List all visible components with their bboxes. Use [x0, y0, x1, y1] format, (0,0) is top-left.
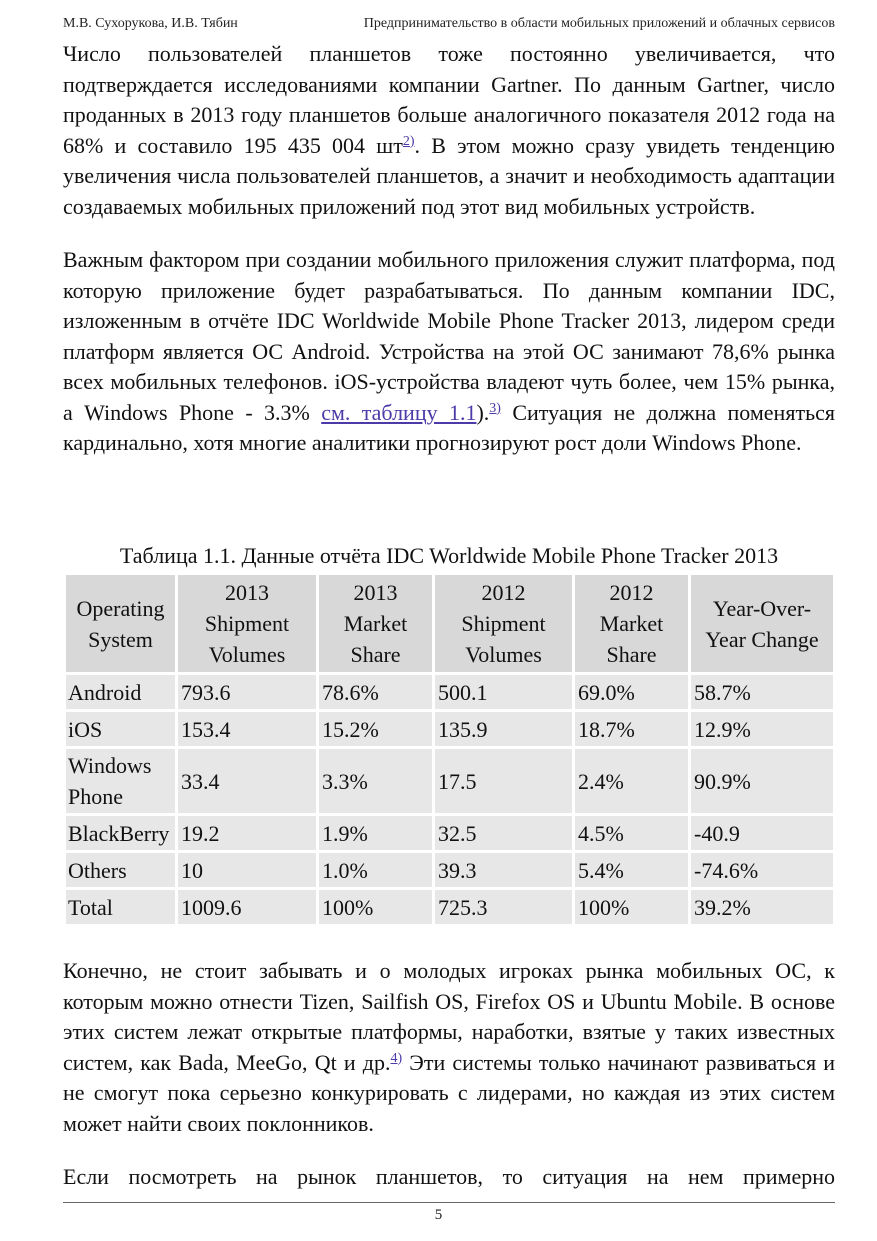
paragraph-new-players: Конечно, не стоит забывать и о молодых игроках рынка мобильных ОС, к которым можно отнести Tizen, Sailfish OS, Firefox OS и Ubuntu Mobile. В основе этих систем лежат открытые платформы, наработки, взятые у таких известных систем, как Bada, MeeGo, Qt и др.$^{4)}$ Эти системы только начинают развиваться и не смогут пока серьезно конкурировать с лидерами, но каждая из этих систем может найти своих поклонников. [63, 958, 835, 1136]
table-cell: iOS [66, 712, 175, 746]
table-cell: 725.3 [435, 890, 572, 924]
table-row [66, 816, 833, 850]
column-header: 2012 Shipment Volumes [435, 575, 572, 672]
column-header: Year-Over-Year Change [691, 575, 833, 672]
footer-divider [63, 1202, 835, 1203]
table-row [66, 853, 833, 887]
table-cell: Windows Phone [66, 749, 175, 813]
table-reference-link[interactable]: см. таблицу 1.1 [321, 399, 477, 425]
table-cell: 100% [575, 890, 688, 924]
market-share-table [63, 572, 836, 927]
lower-body-text [63, 956, 835, 1193]
table-cell: 153.4 [178, 712, 316, 746]
table-cell: 33.4 [178, 749, 316, 813]
table-cell: 18.7% [575, 712, 688, 746]
footnote-link-4[interactable]: 4) [390, 1050, 403, 1066]
table-caption: Таблица 1.1. Данные отчёта IDC Worldwide Mobile Phone Tracker 2013 [119, 543, 779, 568]
table-cell: 1009.6 [178, 890, 316, 924]
header-authors: М.В. Сухорукова, И.В. Тябин [63, 16, 238, 31]
paragraph-tablet-market: Если посмотреть на рынок планшетов, то ситуация на нем примерно [63, 1164, 835, 1189]
footnote-link-2[interactable]: 2) [402, 133, 415, 149]
page-number: 5 [434, 1207, 443, 1223]
table-cell: 10 [178, 853, 316, 887]
table-cell: 3.3% [319, 749, 432, 813]
column-header: 2013 Shipment Volumes [178, 575, 316, 672]
table-cell: 1.0% [319, 853, 432, 887]
table-row-total [66, 890, 833, 924]
table-cell: 32.5 [435, 816, 572, 850]
table-cell: 58.7% [691, 675, 833, 709]
table-cell: -40.9 [691, 816, 833, 850]
table-cell: 5.4% [575, 853, 688, 887]
table-row [66, 712, 833, 746]
table-header-row [66, 575, 833, 672]
table-cell: BlackBerry [66, 816, 175, 850]
footnote-link-3[interactable]: 3) [489, 400, 501, 416]
header-book-title: Предпринимательство в области мобильных приложений и облачных сервисов [363, 16, 835, 31]
column-header: 2012 Market Share [575, 575, 688, 672]
table-cell: 1.9% [319, 816, 432, 850]
table-cell: Android [66, 675, 175, 709]
table-cell: 17.5 [435, 749, 572, 813]
upper-body-text [63, 39, 835, 459]
table-cell: 19.2 [178, 816, 316, 850]
table-cell: 2.4% [575, 749, 688, 813]
table-cell: 500.1 [435, 675, 572, 709]
table-cell: 69.0% [575, 675, 688, 709]
table-cell: 39.2% [691, 890, 833, 924]
table-cell: 78.6% [319, 675, 432, 709]
table-cell: 12.9% [691, 712, 833, 746]
table-cell: 15.2% [319, 712, 432, 746]
paragraph-tablet-users: Число пользователей планшетов тоже постоянно увеличивается, что подтверждается исследованиями компании Gartner. По данным Gartner, число проданных в 2013 году планшетов больше аналогичного показателя 2012 года на 68% и составило 195 435 004 $шт^{2)}$. В этом можно сразу увидеть тенденцию увеличения числа пользователей планшетов, а значит и необходимость адаптации создаваемых мобильных приложений под этот вид мобильных устройств. [63, 41, 835, 219]
table-cell: Others [66, 853, 175, 887]
table-cell: Total [66, 890, 175, 924]
table-cell: 39.3 [435, 853, 572, 887]
table-cell: -74.6% [691, 853, 833, 887]
paragraph-platforms: Важным фактором при создании мобильного приложения служит платформа, под которую приложение будет разрабатываться. По данным компании IDC, изложенным в отчёте IDC Worldwide Mobile Phone Tracker 2013, лидером среди платформ является ОС Android. Устройства на этой ОС занимают 78,6% рынка всех мобильных телефонов. iOS-устройства владеют чуть более, чем 15% рынка, а Windows Phone - 3.3% см. таблицу 1.1).$^{3)}$ Ситуация не должна поменяться кардинально, хотя многие аналитики прогнозируют рост доли Windows Phone. [63, 247, 835, 455]
table-cell: 100% [319, 890, 432, 924]
column-header: 2013 Market Share [319, 575, 432, 672]
table-cell: 793.6 [178, 675, 316, 709]
table-cell: 4.5% [575, 816, 688, 850]
table-row [66, 749, 833, 813]
table-cell: 90.9% [691, 749, 833, 813]
column-header: Operating System [66, 575, 175, 672]
table-cell: 135.9 [435, 712, 572, 746]
table-row [66, 675, 833, 709]
